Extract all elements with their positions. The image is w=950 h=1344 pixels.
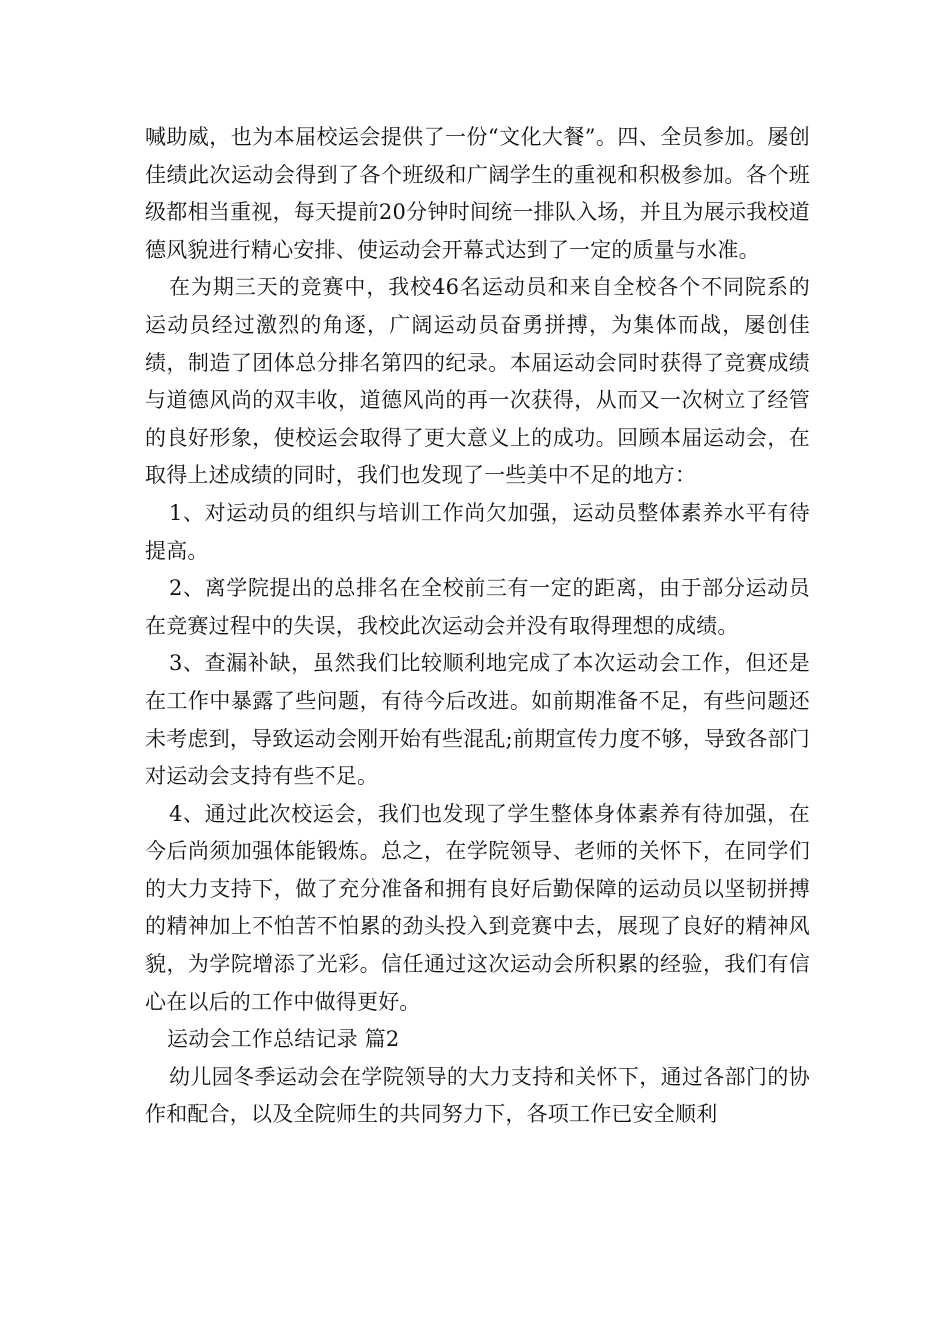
list-item-2: 2、离学院提出的总排名在全校前三有一定的距离，由于部分运动员在竞赛过程中的失误，我校此次运动会并没有取得理想的成绩。 [145,576,810,638]
list-item-3: 3、查漏补缺，虽然我们比较顺利地完成了本次运动会工作，但还是在工作中暴露了些问题，有待今后改进。如前期准备不足，有些问题还未考虑到，导致运动会刚开始有些混乱;前期宣传力度不够，导致各部门对运动会支持有些不足。 [145,651,810,789]
paragraph-continuation: 喊助威，也为本届校运会提供了一份“文化大餐”。四、全员参加。屡创佳绩此次运动会得到了各个班级和广阔学生的重视和积极参加。各个班级都相当重视，每天提前20分钟时间统一排队入场，并且为展示我校道德风貌进行精心安排、使运动会开幕式达到了一定的质量与水准。 [145,125,810,262]
document-body [145,119,810,1134]
list-item-1: 1、对运动员的组织与培训工作尚欠加强，运动员整体素养水平有待提高。 [145,500,810,563]
list-item-4: 4、通过此次校运会，我们也发现了学生整体身体素养有待加强，在今后尚须加强体能锻炼。总之，在学院领导、老师的关怀下，在同学们的大力支持下，做了充分准备和拥有良好后勤保障的运动员以坚韧拼搏的精神加上不怕苦不怕累的劲头投入到竞赛中去，展现了良好的精神风貌，为学院增添了光彩。信任通过这次运动会所积累的经验，我们有信心在以后的工作中做得更好。 [145,801,810,1014]
paragraph-winter-sports: 幼儿园冬季运动会在学院领导的大力支持和关怀下，通过各部门的协作和配合，以及全院师生的共同努力下，各项工作已安全顺利 [145,1064,810,1127]
section-heading: 运动会工作总结记录 篇2 [167,1027,400,1052]
paragraph-competition-results: 在为期三天的竞赛中，我校46名运动员和来自全校各个不同院系的运动员经过激烈的角逐，广阔运动员奋勇拼搏，为集体而战，屡创佳绩，制造了团体总分排名第四的纪录。本届运动会同时获得了竞赛成绩与道德风尚的双丰收，道德风尚的再一次获得，从而又一次树立了经管的良好形象，使校运会取得了更大意义上的成功。回顾本届运动会，在取得上述成绩的同时，我们也发现了一些美中不足的地方： [145,275,810,488]
